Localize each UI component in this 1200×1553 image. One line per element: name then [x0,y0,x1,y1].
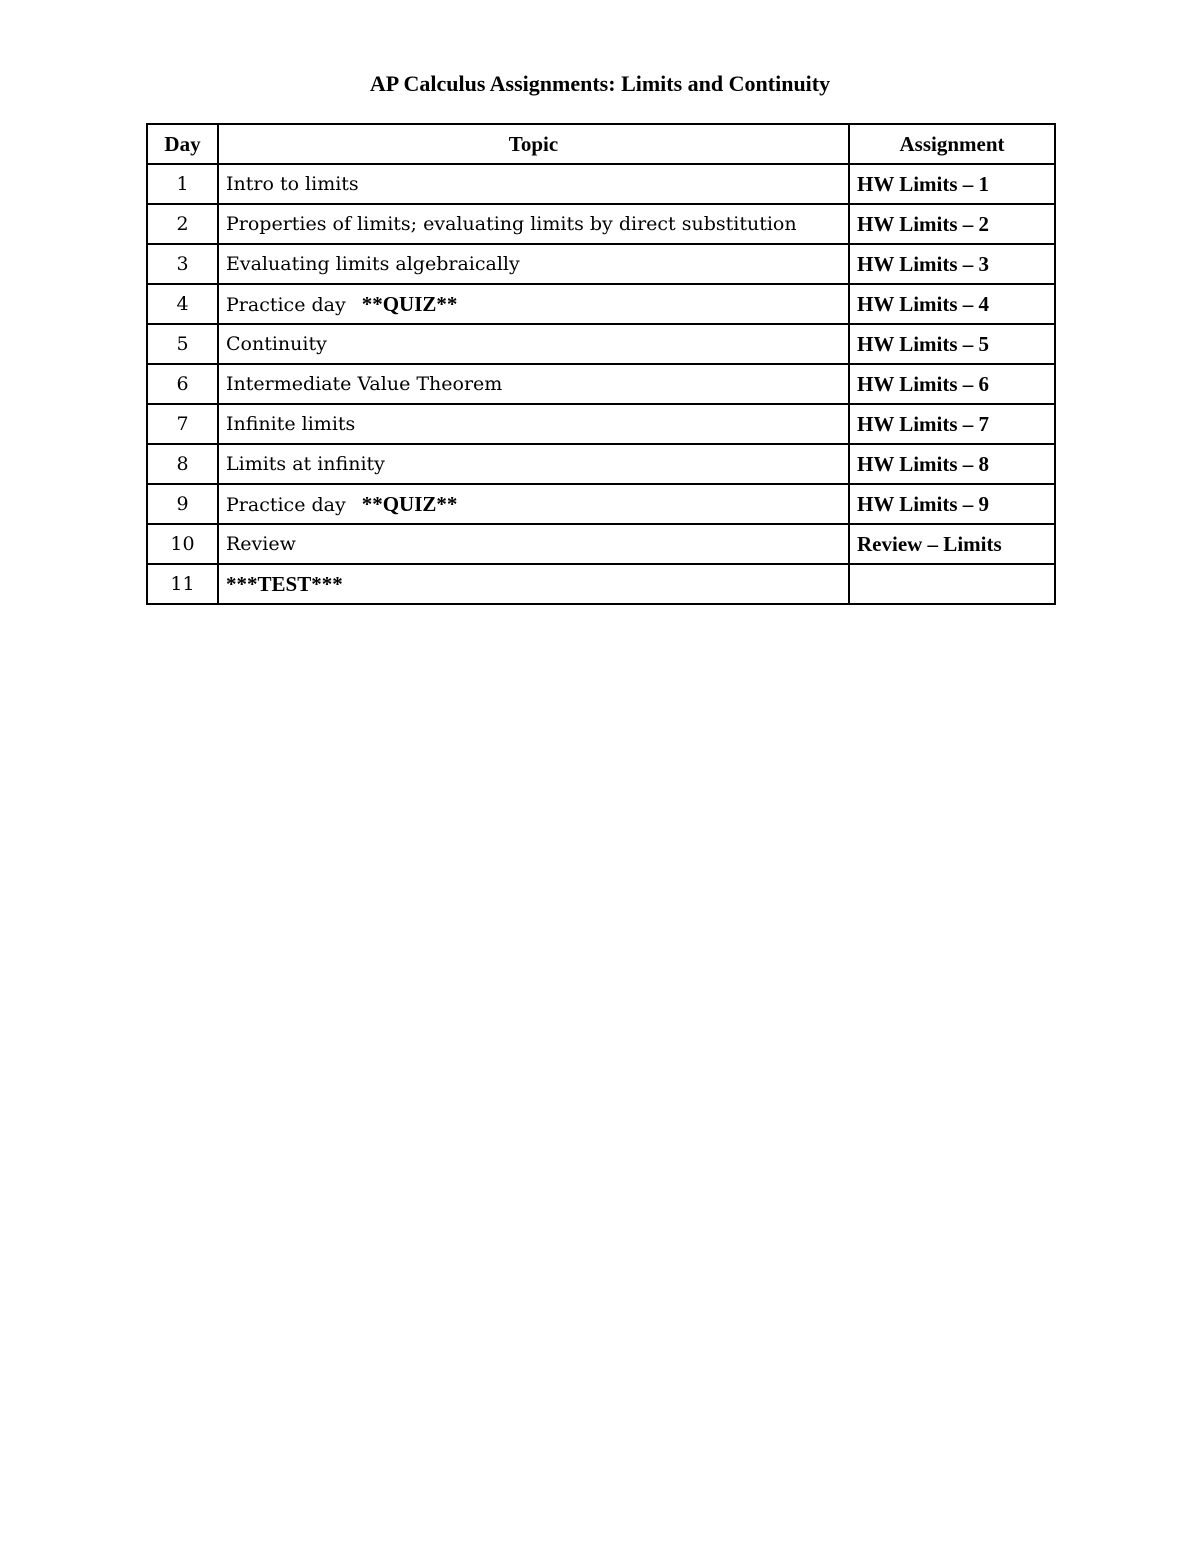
topic-cell [218,564,849,604]
topic-cell: Evaluating limits algebraically [218,244,849,284]
topic-cell: Continuity [218,324,849,364]
header-assignment: Assignment [849,124,1055,164]
day-cell: 10 [147,524,218,564]
day-cell: 8 [147,444,218,484]
quiz-marker: **QUIZ** [361,491,458,516]
topic-text: Practice day [226,493,346,516]
topic-text: Practice day [226,293,346,316]
table-row [147,404,1055,444]
assignment-cell: HW Limits – 6 [849,364,1055,404]
day-cell: 7 [147,404,218,444]
day-cell: 11 [147,564,218,604]
table-header-row [147,124,1055,164]
table-row [147,244,1055,284]
day-cell: 6 [147,364,218,404]
assignment-cell: HW Limits – 9 [849,484,1055,524]
day-cell: 1 [147,164,218,204]
topic-cell: Infinite limits [218,404,849,444]
table-row [147,484,1055,524]
table-row [147,364,1055,404]
topic-cell: Limits at infinity [218,444,849,484]
topic-cell: Intermediate Value Theorem [218,364,849,404]
assignment-cell: HW Limits – 5 [849,324,1055,364]
table-row [147,284,1055,324]
table-row [147,444,1055,484]
topic-cell: Intro to limits [218,164,849,204]
table-row [147,204,1055,244]
table-row [147,324,1055,364]
topic-cell [218,284,849,324]
day-cell: 2 [147,204,218,244]
assignment-cell: HW Limits – 3 [849,244,1055,284]
header-day: Day [147,124,218,164]
assignment-cell: HW Limits – 4 [849,284,1055,324]
assignments-table [146,123,1056,605]
page-title: AP Calculus Assignments: Limits and Continuity [369,71,831,96]
assignment-cell: HW Limits – 2 [849,204,1055,244]
topic-cell [218,484,849,524]
assignment-cell: Review – Limits [849,524,1055,564]
day-cell: 4 [147,284,218,324]
assignment-cell: HW Limits – 8 [849,444,1055,484]
header-topic: Topic [218,124,849,164]
assignment-cell [849,564,1055,604]
quiz-marker: **QUIZ** [361,291,458,316]
day-cell: 9 [147,484,218,524]
assignment-cell: HW Limits – 7 [849,404,1055,444]
topic-cell: Review [218,524,849,564]
topic-cell: Properties of limits; evaluating limits by direct substitution [218,204,849,244]
day-cell: 5 [147,324,218,364]
table-row [147,164,1055,204]
day-cell: 3 [147,244,218,284]
test-marker: ***TEST*** [226,571,343,596]
table-row [147,524,1055,564]
table-row [147,564,1055,604]
assignment-cell: HW Limits – 1 [849,164,1055,204]
